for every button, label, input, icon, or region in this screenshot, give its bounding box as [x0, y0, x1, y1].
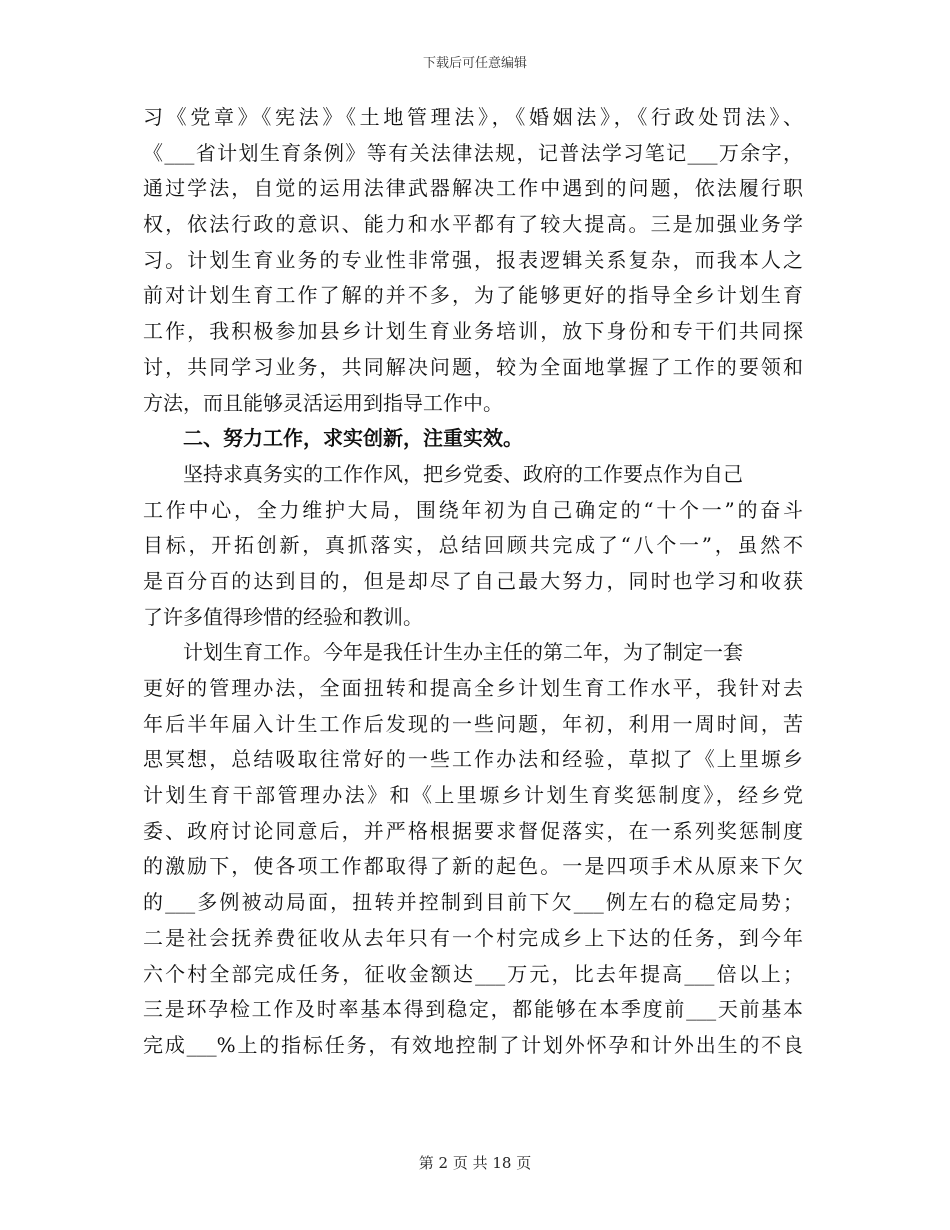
document-body — [143, 100, 803, 1064]
text-line: 是百分百的达到目的，但是却尽了自己最大努力，同时也学习和收获 — [143, 568, 803, 593]
text-line: 工作，我积极参加县乡计划生育业务培训，放下身份和专干们共同探 — [143, 319, 803, 344]
text-line: 三是环孕检工作及时率基本得到稳定，都能够在本季度前___天前基本 — [143, 997, 803, 1022]
text-line: 工作中心，全力维护大局，围绕年初为自己确定的“十个一”的奋斗 — [143, 497, 803, 522]
text-line: 二是社会抚养费征收从去年只有一个村完成乡上下达的任务，到今年 — [143, 925, 803, 950]
text-line: 了许多值得珍惜的经验和教训。 — [143, 604, 423, 629]
text-line: 方法，而且能够灵活运用到指导工作中。 — [143, 390, 503, 415]
text-line: 坚持求真务实的工作作风，把乡党委、政府的工作要点作为自己 — [183, 461, 743, 486]
text-line: 习《党章》《宪法》《土地管理法》，《婚姻法》，《行政处罚法》、 — [143, 105, 803, 129]
text-line: 习。计划生育业务的专业性非常强，报表逻辑关系复杂，而我本人之 — [143, 247, 803, 272]
text-line: 六个村全部完成任务，征收金额达___万元，比去年提高___倍以上； — [143, 961, 803, 986]
text-line: 年后半年届入计生工作后发现的一些问题，年初，利用一周时间，苦 — [143, 711, 803, 736]
text-line: 讨，共同学习业务，共同解决问题，较为全面地掌握了工作的要领和 — [143, 354, 803, 379]
page-header: 下载后可任意编辑 — [422, 56, 527, 71]
text-line: 委、政府讨论同意后，并严格根据要求督促落实，在一系列奖惩制度 — [143, 818, 803, 843]
text-line: 计划生育工作。今年是我任计生办主任的第二年，为了制定一套 — [183, 640, 743, 665]
text-line: 的___多例被动局面，扭转并控制到目前下欠___例左右的稳定局势； — [143, 890, 803, 915]
text-line: 目标，开拓创新，真抓落实，总结回顾共完成了“八个一”，虽然不 — [143, 533, 803, 558]
text-line: 的激励下，使各项工作都取得了新的起色。一是四项手术从原来下欠 — [143, 854, 803, 879]
text-line: 《___省计划生育条例》等有关法律法规，记普法学习笔记___万余字， — [143, 140, 803, 165]
text-line: 权，依法行政的意识、能力和水平都有了较大提高。三是加强业务学 — [143, 212, 803, 237]
page-footer: 第 2 页 共 18 页 — [418, 1154, 532, 1172]
text-line: 计划生育干部管理办法》和《上里塬乡计划生育奖惩制度》，经乡党 — [143, 783, 803, 808]
text-line: 更好的管理办法，全面扭转和提高全乡计划生育工作水平，我针对去 — [143, 676, 803, 700]
text-line: 前对计划生育工作了解的并不多，为了能够更好的指导全乡计划生育 — [143, 283, 803, 308]
text-line: 思冥想，总结吸取往常好的一些工作办法和经验，草拟了《上里塬乡 — [143, 747, 803, 772]
section-heading: 二、努力工作，求实创新，注重实效。 — [183, 426, 523, 451]
text-line: 完成___%上的指标任务，有效地控制了计划外怀孕和计外出生的不良 — [143, 1032, 803, 1057]
text-line: 通过学法，自觉的运用法律武器解决工作中遇到的问题，依法履行职 — [143, 176, 803, 201]
